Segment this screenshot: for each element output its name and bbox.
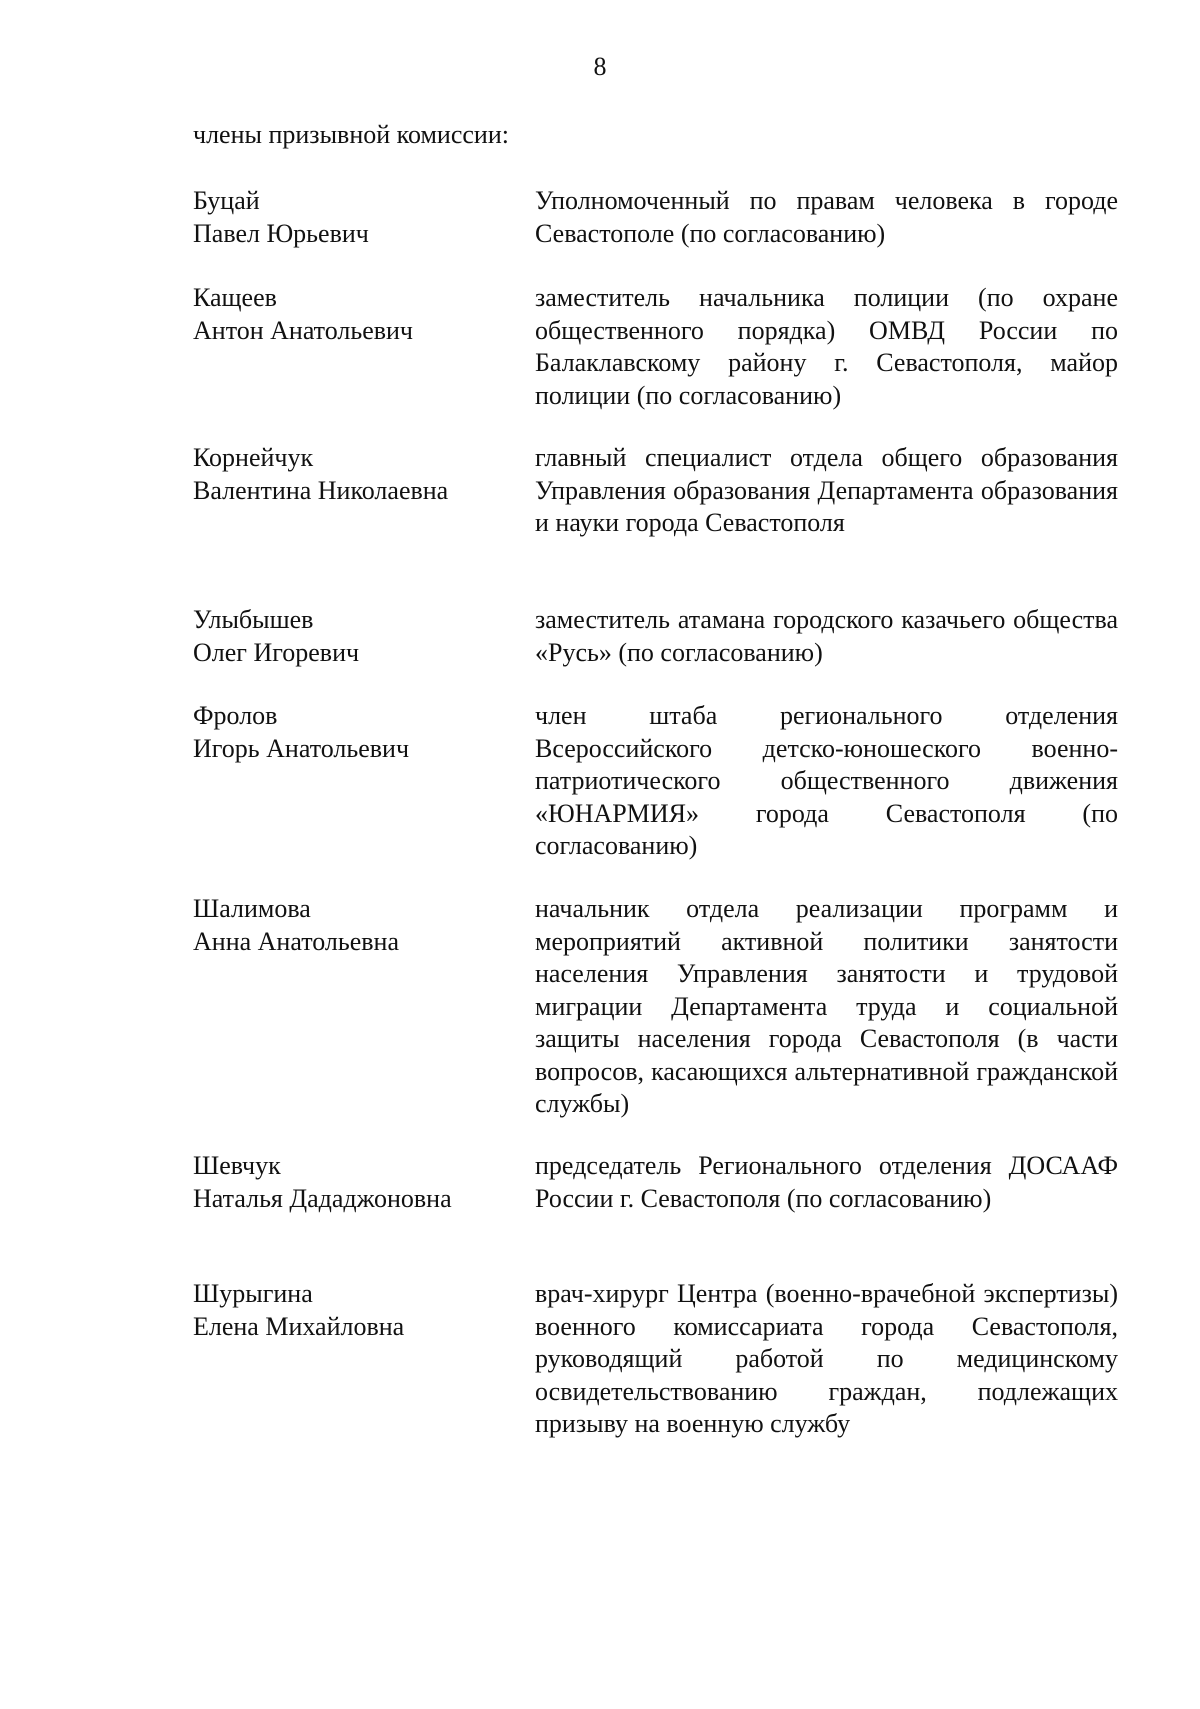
member-role: член штаба регионального отделения Всероссийского детско-юношеского военно-патриотического общественного движения «ЮНАРМИЯ» города Севастополя (по согласованию)	[535, 701, 1118, 860]
member-given-names: Павел Юрьевич	[193, 218, 369, 248]
member-role: начальник отдела реализации программ и мероприятий активной политики занятости населения Управления занятости и трудовой миграции Департамента труда и социальной защиты населения города Севастополя (в части вопросов, касающихся альтернативной гражданской службы)	[535, 894, 1118, 1118]
member-given-names: Валентина Николаевна	[193, 475, 449, 505]
member-name	[193, 185, 523, 250]
member-role: врач-хирург Центра (военно-врачебной экспертизы) военного комиссариата города Севастополя, руководящий работой по медицинскому освидетельствованию граждан, подлежащих призыву на военную службу	[535, 1279, 1118, 1438]
member-name	[193, 1278, 523, 1343]
member-name	[193, 442, 523, 507]
members-intro: члены призывной комиссии:	[193, 120, 509, 149]
member-role: Уполномоченный по правам человека в городе Севастополе (по согласованию)	[535, 186, 1118, 248]
member-surname: Корнейчук	[193, 443, 314, 472]
member-name	[193, 1150, 523, 1215]
member-given-names: Анна Анатольевна	[193, 926, 399, 956]
member-given-names: Игорь Анатольевич	[193, 733, 410, 763]
member-given-names: Антон Анатольевич	[193, 315, 413, 345]
member-role: заместитель начальника полиции (по охране общественного порядка) ОМВД России по Балаклавскому району г. Севастополя, майор полиции (по согласованию)	[535, 283, 1118, 410]
member-name	[193, 700, 523, 765]
member-name	[193, 893, 523, 958]
member-given-names: Елена Михайловна	[193, 1311, 405, 1341]
member-role: заместитель атамана городского казачьего общества «Русь» (по согласованию)	[535, 605, 1118, 667]
member-surname: Шевчук	[193, 1151, 281, 1180]
member-name	[193, 604, 523, 669]
member-surname: Фролов	[193, 701, 278, 730]
member-surname: Шалимова	[193, 894, 311, 923]
member-role: председатель Регионального отделения ДОСААФ России г. Севастополя (по согласованию)	[535, 1151, 1118, 1213]
member-surname: Шурыгина	[193, 1279, 313, 1308]
member-surname: Буцай	[193, 186, 260, 215]
member-surname: Улыбышев	[193, 605, 314, 634]
member-name	[193, 282, 523, 347]
member-given-names: Олег Игоревич	[193, 637, 360, 667]
member-role: главный специалист отдела общего образования Управления образования Департамента образования и науки города Севастополя	[535, 443, 1118, 537]
member-given-names: Наталья Дададжоновна	[193, 1183, 452, 1213]
page-number: 8	[593, 52, 607, 81]
member-surname: Кащеев	[193, 283, 277, 312]
